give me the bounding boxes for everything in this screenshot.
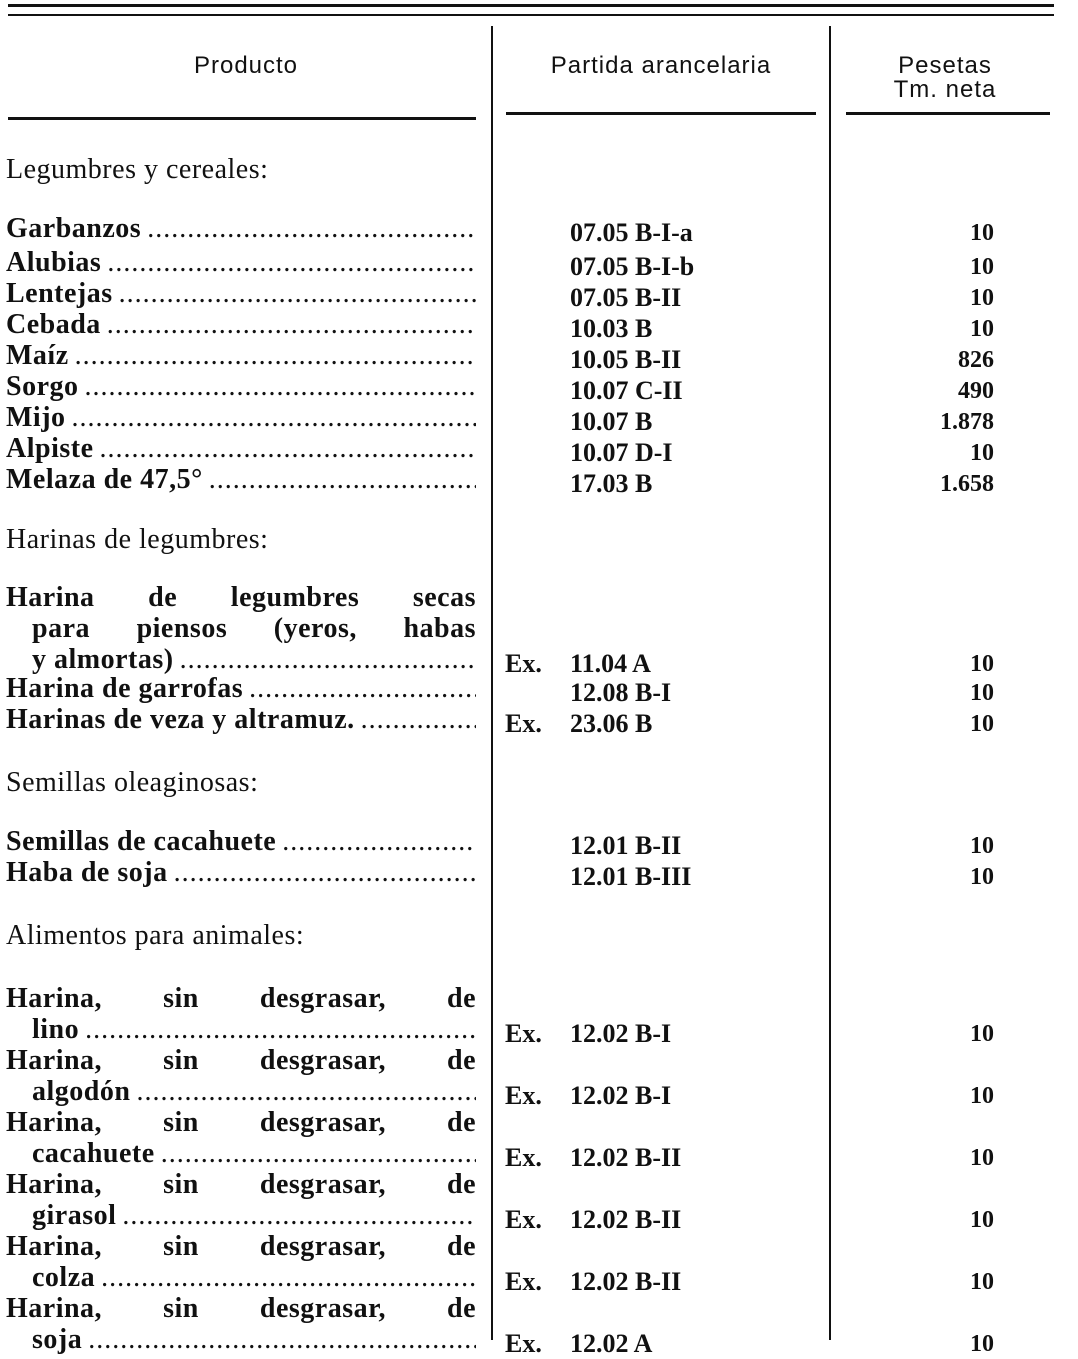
ex-prefix: Ex. <box>505 709 542 738</box>
product-line <box>6 1077 476 1108</box>
table-row-product <box>6 1294 476 1356</box>
table-row-product <box>6 372 476 403</box>
tariff-code: 12.02 B-II <box>570 1267 682 1296</box>
column-separator-2 <box>829 26 831 1340</box>
pesetas-value: 10 <box>970 316 994 342</box>
product-line <box>6 1108 476 1139</box>
table-row-product <box>6 214 476 245</box>
tariff-code: 23.06 B <box>570 709 653 738</box>
table-row-product <box>6 248 476 279</box>
pesetas-value: 10 <box>970 864 994 890</box>
product-name: Harina de garrofas <box>6 673 244 704</box>
product-name: Harina de legumbres secas <box>6 582 476 613</box>
pesetas-value: 10 <box>970 440 994 466</box>
product-name: Harina, sin desgrasar, de <box>6 1169 476 1200</box>
table-row-product <box>6 465 476 496</box>
product-name: y almortas) <box>32 644 174 675</box>
section-title: Harinas de legumbres: <box>6 524 269 555</box>
product-line <box>6 403 476 434</box>
leader-dots <box>85 372 477 403</box>
product-name: colza <box>32 1262 96 1293</box>
product-line <box>6 1263 476 1294</box>
product-line <box>6 465 476 496</box>
pesetas-value: 10 <box>970 220 994 246</box>
pesetas-value: 10 <box>970 680 994 706</box>
table-row-product <box>6 674 476 705</box>
product-name: Harina, sin desgrasar, de <box>6 1107 476 1138</box>
product-line <box>6 1201 476 1232</box>
pesetas-value: 10 <box>970 1145 994 1171</box>
section-title: Semillas oleaginosas: <box>6 767 259 798</box>
column-separator-1 <box>491 26 493 1340</box>
leader-dots <box>180 645 476 676</box>
ex-prefix: Ex. <box>505 1081 542 1110</box>
product-line <box>6 310 476 341</box>
pesetas-value: 1.658 <box>940 471 994 497</box>
table-row-product <box>6 705 476 736</box>
product-name: cacahuete <box>32 1138 155 1169</box>
product-name: Haba de soja <box>6 857 168 888</box>
product-name: Lentejas <box>6 278 113 309</box>
table-row-product <box>6 1170 476 1232</box>
product-line <box>6 1015 476 1046</box>
tariff-code: 10.03 B <box>570 314 653 343</box>
product-name: lino <box>32 1014 80 1045</box>
tariff-code: 12.01 B-II <box>570 831 682 860</box>
header-pesetas: Pesetas <box>898 52 992 79</box>
product-line <box>6 248 476 279</box>
tariff-code: 12.02 B-II <box>570 1205 682 1234</box>
table-row-product <box>6 583 476 676</box>
product-name: Garbanzos <box>6 213 142 244</box>
leader-dots <box>72 403 476 434</box>
pesetas-value: 10 <box>970 711 994 737</box>
header-underline-pesetas <box>846 112 1050 115</box>
pesetas-value: 10 <box>970 1021 994 1047</box>
product-line <box>6 827 476 858</box>
top-rule-thick <box>8 4 1054 7</box>
product-line <box>6 1294 476 1325</box>
product-name: Alubias <box>6 247 102 278</box>
product-name: Harinas de veza y altramuz. <box>6 704 355 735</box>
leader-dots <box>174 858 476 889</box>
product-line <box>6 614 476 645</box>
tariff-code: 12.02 B-I <box>570 1081 672 1110</box>
product-line <box>6 341 476 372</box>
leader-dots <box>161 1139 476 1170</box>
leader-dots <box>101 1263 476 1294</box>
product-line <box>6 1170 476 1201</box>
product-line <box>6 583 476 614</box>
table-row-product <box>6 1046 476 1108</box>
ex-prefix: Ex. <box>505 1143 542 1172</box>
pesetas-value: 10 <box>970 651 994 677</box>
product-name: Semillas de cacahuete <box>6 826 277 857</box>
ex-prefix: Ex. <box>505 1329 542 1358</box>
pesetas-value: 10 <box>970 1331 994 1357</box>
pesetas-value: 490 <box>958 378 994 404</box>
section-title: Legumbres y cereales: <box>6 154 269 185</box>
ex-prefix: Ex. <box>505 1205 542 1234</box>
product-line <box>6 434 476 465</box>
product-name: girasol <box>32 1200 117 1231</box>
table-row-product <box>6 858 476 889</box>
leader-dots <box>136 1077 476 1108</box>
pesetas-value: 1.878 <box>940 409 994 435</box>
table-row-product <box>6 984 476 1046</box>
leader-dots <box>361 705 476 736</box>
table-row-product <box>6 341 476 372</box>
product-name: Harina, sin desgrasar, de <box>6 983 476 1014</box>
product-name: para piensos (yeros, habas <box>32 613 476 644</box>
product-line <box>6 674 476 705</box>
product-line <box>6 1046 476 1077</box>
table-row-product <box>6 827 476 858</box>
table-row-product <box>6 279 476 310</box>
product-name: Sorgo <box>6 371 79 402</box>
tariff-code: 12.01 B-III <box>570 862 692 891</box>
table-row-product <box>6 434 476 465</box>
product-name: Melaza de 47,5° <box>6 464 203 495</box>
tariff-code: 17.03 B <box>570 469 653 498</box>
product-line <box>6 705 476 736</box>
header-underline-producto <box>8 117 476 120</box>
header-tm-neta: Tm. neta <box>893 76 997 103</box>
pesetas-value: 10 <box>970 1207 994 1233</box>
product-name: Harina, sin desgrasar, de <box>6 1231 476 1262</box>
product-name: Harina, sin desgrasar, de <box>6 1293 476 1324</box>
ex-prefix: Ex. <box>505 1267 542 1296</box>
leader-dots <box>75 341 476 372</box>
pesetas-value: 10 <box>970 1083 994 1109</box>
tariff-code: 10.07 D-I <box>570 438 673 467</box>
top-rule-thin <box>8 14 1054 16</box>
table-row-product <box>6 1232 476 1294</box>
tariff-code: 12.02 A <box>570 1329 653 1358</box>
product-name: Mijo <box>6 402 66 433</box>
tariff-code: 10.07 C-II <box>570 376 683 405</box>
tariff-code: 07.05 B-I-b <box>570 252 695 281</box>
tariff-code: 07.05 B-II <box>570 283 682 312</box>
product-name: algodón <box>32 1076 131 1107</box>
leader-dots <box>107 310 476 341</box>
product-line <box>6 214 476 245</box>
tariff-code: 12.08 B-I <box>570 678 672 707</box>
table-row-product <box>6 1108 476 1170</box>
product-line <box>6 858 476 889</box>
product-line <box>6 645 476 676</box>
section-title: Alimentos para animales: <box>6 920 305 951</box>
table-row-product <box>6 403 476 434</box>
pesetas-value: 10 <box>970 1269 994 1295</box>
leader-dots <box>282 827 476 858</box>
product-name: soja <box>32 1324 83 1355</box>
leader-dots <box>100 434 477 465</box>
pesetas-value: 10 <box>970 285 994 311</box>
pesetas-value: 10 <box>970 833 994 859</box>
pesetas-value: 826 <box>958 347 994 373</box>
leader-dots <box>147 214 476 245</box>
product-line <box>6 984 476 1015</box>
tariff-code: 10.05 B-II <box>570 345 682 374</box>
product-name: Cebada <box>6 309 101 340</box>
product-line <box>6 1325 476 1356</box>
product-line <box>6 372 476 403</box>
leader-dots <box>122 1201 476 1232</box>
tariff-code: 12.02 B-II <box>570 1143 682 1172</box>
tariff-code: 12.02 B-I <box>570 1019 672 1048</box>
ex-prefix: Ex. <box>505 1019 542 1048</box>
header-producto: Producto <box>193 52 299 79</box>
leader-dots <box>88 1325 476 1356</box>
leader-dots <box>249 674 476 705</box>
ex-prefix: Ex. <box>505 649 542 678</box>
header-partida-arancelaria: Partida arancelaria <box>550 52 772 79</box>
tariff-code: 10.07 B <box>570 407 653 436</box>
tariff-code: 11.04 A <box>570 649 651 678</box>
product-name: Harina, sin desgrasar, de <box>6 1045 476 1076</box>
product-line <box>6 279 476 310</box>
product-line <box>6 1232 476 1263</box>
tariff-code: 07.05 B-I-a <box>570 218 693 247</box>
pesetas-value: 10 <box>970 254 994 280</box>
product-name: Alpiste <box>6 433 94 464</box>
table-row-product <box>6 310 476 341</box>
leader-dots <box>107 248 476 279</box>
product-name: Maíz <box>6 340 69 371</box>
leader-dots <box>85 1015 476 1046</box>
header-underline-partida <box>506 112 816 115</box>
product-line <box>6 1139 476 1170</box>
leader-dots <box>209 465 476 496</box>
leader-dots <box>119 279 476 310</box>
